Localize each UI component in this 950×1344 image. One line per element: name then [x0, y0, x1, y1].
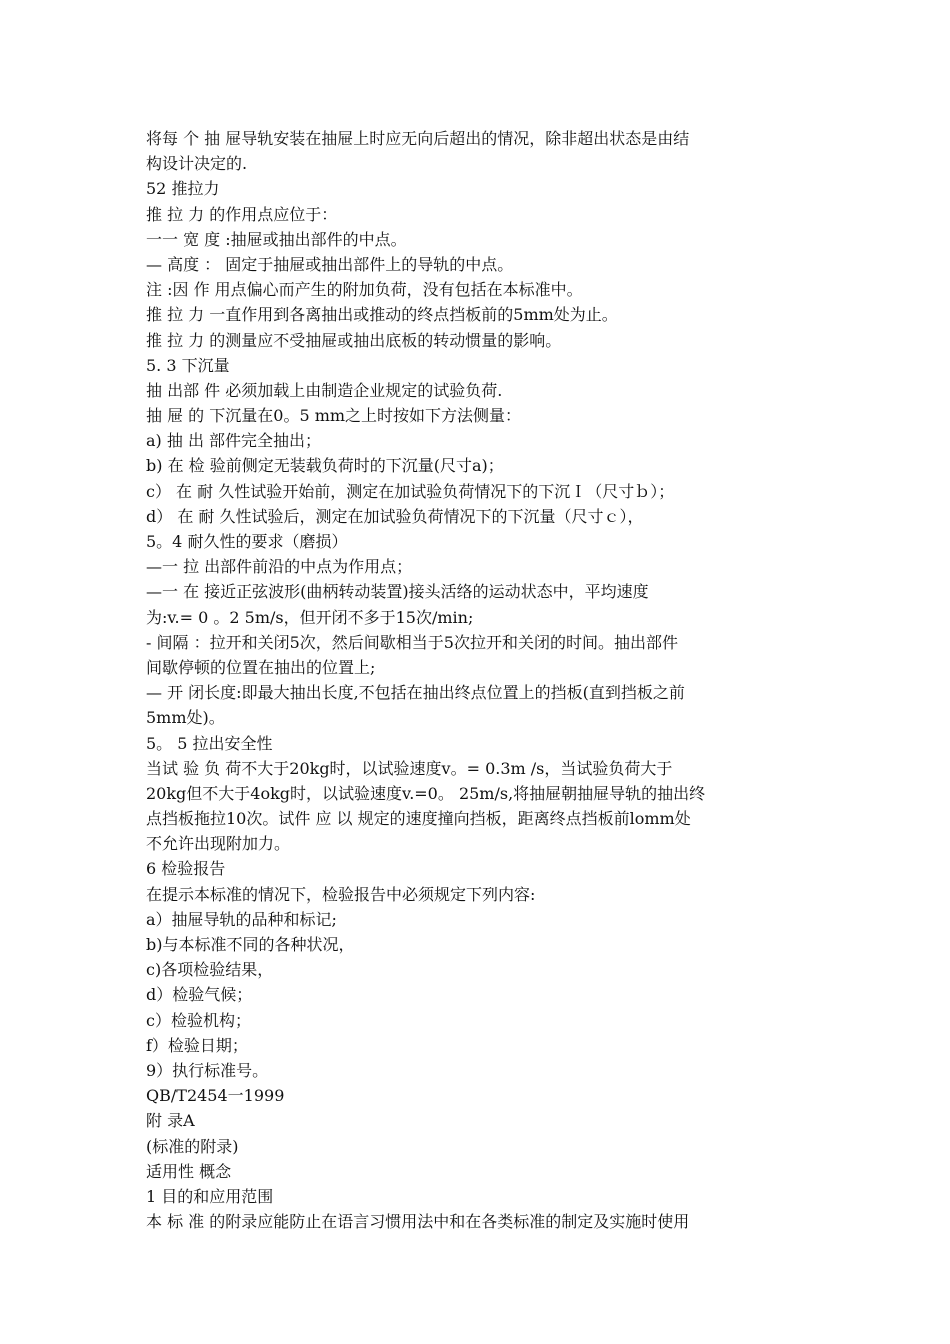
section-heading: 5. 3 下沉量: [146, 355, 230, 375]
text-line: 抽 屉 的 下沉量在0。5 mm之上时按如下方法侧量：: [146, 406, 522, 426]
list-item: b) 在 检 验前侧定无装载负荷时的下沉量(尺寸a)；: [146, 456, 504, 476]
appendix-subtitle: (标准的附录): [146, 1136, 239, 1156]
text-line: — 高度 ： 固定于抽屉或抽出部件上的导轨的中点。: [146, 254, 514, 274]
text-line: 推 拉 力 的作用点应位于：: [146, 204, 338, 224]
note-line: 注 :因 作 用点偏心而产生的附加负荷，没有包括在本标准中。: [146, 280, 583, 300]
list-item: c） 在 耐 久性试验开始前，测定在加试验负荷情况下的下沉Ｉ（尺寸ｂ）；: [146, 481, 675, 501]
text-line: 5mm处)。: [146, 708, 225, 728]
text-line: 推 拉 力 的测量应不受抽屉或抽出底板的转动惯量的影响。: [146, 330, 562, 350]
text-line: 抽 出部 件 必须加载上由制造企业规定的试验负荷.: [146, 380, 503, 400]
list-item: c)各项检验结果，: [146, 960, 274, 980]
standard-number: QB/T2454一1999: [146, 1086, 285, 1106]
text-line: 本 标 准 的附录应能防止在语言习惯用法中和在各类标准的制定及实施时使用: [146, 1212, 690, 1232]
text-line: 20kg但不大于4okg时，以试验速度v.=0。 25m/s,将抽屉朝抽屉导轨的抽出终: [146, 783, 706, 803]
text-line: 在提示本标准的情况下，检验报告中必须规定下列内容:: [146, 884, 536, 904]
text-line: 点挡板拖拉10次。试件 应 以 规定的速度撞向挡板，距离终点挡板前lomm处: [146, 809, 691, 829]
text-line: —一 拉 出部件前沿的中点为作用点；: [146, 557, 413, 577]
text-line: — 开 闭长度:即最大抽出长度,不包括在抽出终点位置上的挡板(直到挡板之前: [146, 683, 685, 703]
section-heading: 5。 5 拉出安全性: [146, 733, 273, 753]
section-heading: 6 检验报告: [146, 859, 226, 879]
text-line: 为:v.= 0 。2 5m/s，但开闭不多于15次/min;: [146, 607, 474, 627]
list-item: d）检验气候；: [146, 985, 253, 1005]
text-line: 构设计决定的.: [146, 154, 248, 174]
appendix-title: 附 录A: [146, 1111, 195, 1131]
document-body: [146, 126, 810, 1234]
list-item: b)与本标准不同的各种状况，: [146, 935, 355, 954]
section-heading: 5。4 耐久性的要求（磨损）: [146, 532, 348, 551]
appendix-heading: 适用性 概念: [146, 1161, 232, 1181]
text-line: 将每 个 抽 屉导轨安装在抽屉上时应无向后超出的情况，除非超出状态是由结: [146, 129, 690, 148]
section-heading: 1 目的和应用范围: [146, 1186, 274, 1206]
section-heading: 52 推拉力: [146, 179, 220, 199]
text-line: —一 在 接近正弦波形(曲柄转动装置)接头活络的运动状态中，平均速度: [146, 582, 649, 602]
text-line: 当试 验 负 荷不大于20kg时，以试验速度v。= 0.3m /s，当试验负荷大于: [146, 758, 673, 778]
text-line: - 间隔 ：拉开和关闭5次，然后间歇相当于5次拉开和关闭的时间。抽出部件: [146, 632, 678, 652]
text-line: 一一 宽 度 :抽屉或抽出部件的中点。: [146, 229, 407, 249]
text-line: 间歇停顿的位置在抽出的位置上;: [146, 657, 376, 677]
list-item: a）抽屉导轨的品种和标记;: [146, 909, 337, 929]
list-item: f）检验日期；: [146, 1035, 248, 1055]
list-item: 9）执行标准号。: [146, 1060, 269, 1080]
text-line: 不允许出现附加力。: [146, 834, 291, 854]
list-item: d） 在 耐 久性试验后，测定在加试验负荷情况下的下沉量（尺寸ｃ），: [146, 506, 644, 526]
text-line: 推 拉 力 一直作用到各离抽出或推动的终点挡板前的5mm处为止。: [146, 305, 618, 325]
list-item: c）检验机构；: [146, 1010, 251, 1030]
list-item: a) 抽 出 部件完全抽出；: [146, 431, 322, 451]
